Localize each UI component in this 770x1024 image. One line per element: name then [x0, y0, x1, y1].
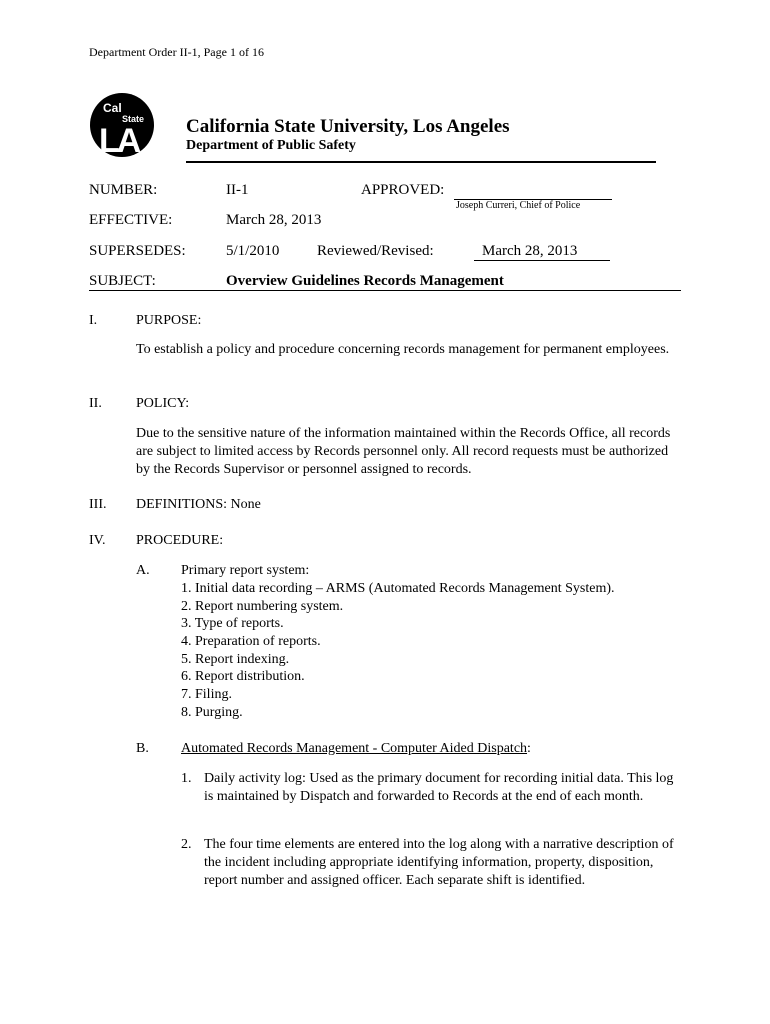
subject-rule: [89, 290, 681, 291]
org-department: Department of Public Safety: [186, 138, 356, 153]
approved-label: APPROVED:: [361, 182, 445, 198]
list-item: 8. Purging.: [181, 704, 243, 720]
section-4-number: IV.: [89, 533, 106, 548]
section-1-number: I.: [89, 313, 98, 328]
procedure-b-letter: B.: [136, 741, 149, 756]
procedure-b2-text: The four time elements are entered into the log along with a narrative description of the incident including appropriate identifying information, property, disposition, report number and assigned officer. Each separate shift is identified.: [204, 837, 674, 888]
running-head: Department Order II-1, Page 1 of 16: [89, 45, 264, 59]
section-4-title: PROCEDURE:: [136, 533, 224, 548]
procedure-a-title: Primary report system:: [181, 563, 310, 578]
reviewed-label: Reviewed/Revised:: [317, 243, 434, 259]
list-item: 1. Initial data recording – ARMS (Automated Records Management System).: [181, 581, 615, 596]
procedure-a-letter: A.: [136, 563, 150, 578]
subject-label: SUBJECT:: [89, 273, 156, 289]
supersedes-value: 5/1/2010: [226, 243, 280, 259]
section-2-title: POLICY:: [136, 396, 190, 411]
list-item: 5. Report indexing.: [181, 651, 290, 667]
procedure-b1-text: Daily activity log: Used as the primary document for recording initial data. This log is maintained by Dispatch and forwarded to Records at the end of each month.: [204, 771, 674, 804]
procedure-a-list: [181, 580, 615, 722]
approved-by: Joseph Curreri, Chief of Police: [456, 200, 581, 211]
list-item: 7. Filing.: [181, 687, 232, 703]
cal-state-la-logo: [89, 92, 155, 158]
effective-label: EFFECTIVE:: [89, 212, 173, 228]
procedure-b1-number: 1.: [181, 771, 192, 786]
section-3-number: III.: [89, 497, 107, 512]
org-title: California State University, Los Angeles: [186, 116, 510, 137]
number-label: NUMBER:: [89, 182, 158, 198]
reviewed-underline: [474, 260, 610, 261]
logo-state-text: State: [122, 114, 145, 124]
reviewed-value: March 28, 2013: [482, 243, 578, 259]
section-2-text: Due to the sensitive nature of the information maintained within the Records Office, all records are subject to limited access by Records personnel only. All record requests must be authorized by the Records Supervisor or personnel assigned to records.: [136, 426, 671, 477]
supersedes-label: SUPERSEDES:: [89, 243, 186, 259]
section-2-number: II.: [89, 396, 102, 411]
procedure-b-heading: [181, 740, 531, 758]
list-item: 3. Type of reports.: [181, 616, 284, 632]
subject-value: Overview Guidelines Records Management: [226, 273, 504, 289]
list-item: 2. Report numbering system.: [181, 598, 344, 614]
section-1-text: To establish a policy and procedure concerning records management for permanent employees.: [136, 342, 670, 357]
logo-la-text: LA: [99, 122, 139, 158]
section-1-title: PURPOSE:: [136, 313, 202, 328]
procedure-b-colon: :: [527, 741, 531, 756]
list-item: 4. Preparation of reports.: [181, 634, 321, 650]
header-rule: [186, 161, 656, 163]
number-value: II-1: [226, 182, 249, 198]
list-item: 6. Report distribution.: [181, 669, 305, 685]
logo-cal-text: Cal: [103, 101, 122, 115]
procedure-b2-number: 2.: [181, 837, 192, 852]
procedure-b-title: Automated Records Management - Computer Aided Dispatch: [181, 741, 528, 756]
section-3-title: DEFINITIONS: None: [136, 497, 261, 512]
effective-value: March 28, 2013: [226, 212, 322, 228]
